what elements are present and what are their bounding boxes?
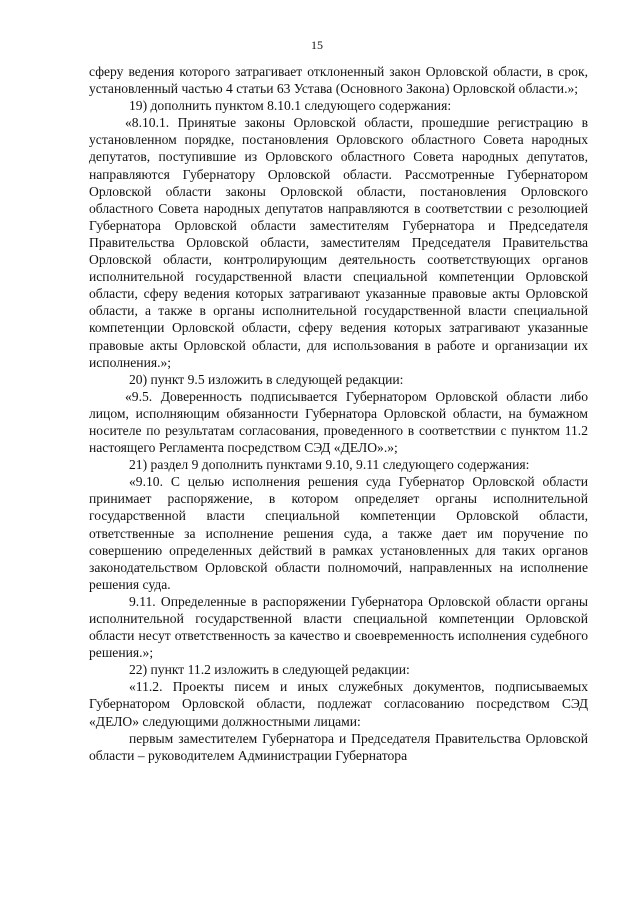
paragraph-9-5: «9.5. Доверенность подписывается Губернатором Орловской области либо лицом, исполняющим обязанности Губернатора Орловской области, на бумажном носителе по результатам согласования, проведенного в соответствии с пунктом 11.2 настоящего Регламента посредством СЭД «ДЕЛО».»; xyxy=(89,388,588,456)
document-body xyxy=(89,63,588,764)
paragraph-continuation: сферу ведения которого затрагивает отклоненный закон Орловской области, в срок, установленный частью 4 статьи 63 Устава (Основного Закона) Орловской области.»; xyxy=(89,64,588,97)
paragraph-item-19: 19) дополнить пунктом 8.10.1 следующего содержания: xyxy=(129,98,452,114)
page-number: 15 xyxy=(311,38,323,52)
paragraph-11-2: «11.2. Проекты писем и иных служебных документов, подписываемых Губернатором Орловской области, подлежат согласованию посредством СЭД «ДЕЛО» следующими должностными лицами: xyxy=(89,679,588,729)
paragraph-8-10-1: «8.10.1. Принятые законы Орловской области, прошедшие регистрацию в установленном порядке, постановления Орловского областного Совета народных депутатов, поступившие из Орловского областного Совета народных депутатов, направляются Губернатору Орловской области. Рассмотренные Губернатором Орловской области законы Орловской области, постановления Орловского областного Совета народных депутатов направляются в соответствии с резолюцией Губернатора Орловской области заместителям Губернатора и Председателя Правительства Орловской области, заместителям Председателя Правительства Орловской области, контролирующим деятельность соответствующих органов исполнительной государственной власти специальной компетенции Орловской области, сферу ведения которых затрагивают указанные правовые акты Орловской области, а также в органы исполнительной государственной власти специальной компетенции Орловской области, сферу ведения которых затрагивают указанные правовые акты Орловской области, для использования в работе и организации их исполнения.»; xyxy=(89,115,588,370)
paragraph-item-20: 20) пункт 9.5 изложить в следующей редакции: xyxy=(129,371,404,387)
paragraph-9-10: «9.10. С целью исполнения решения суда Губернатор Орловской области принимает распоряжение, в котором определяет органы исполнительной государственной власти специальной компетенции Орловской области, ответственные за исполнение решения суда, а также дает им поручение по совершению определенных действий в рамках установленных для таких органов законодательством Орловской области полномочий, направленных на исполнение решения суда. xyxy=(89,474,588,592)
paragraph-item-22: 22) пункт 11.2 изложить в следующей редакции: xyxy=(129,662,410,678)
paragraph-9-11: 9.11. Определенные в распоряжении Губернатора Орловской области органы исполнительной государственной власти специальной компетенции Орловской области несут ответственность за качество и своевременность исполнения судебного решения.»; xyxy=(89,593,588,661)
paragraph-item-21: 21) раздел 9 дополнить пунктами 9.10, 9.11 следующего содержания: xyxy=(129,457,530,473)
paragraph-first-deputy: первым заместителем Губернатора и Председателя Правительства Орловской области – руководителем Администрации Губернатора xyxy=(89,730,588,763)
